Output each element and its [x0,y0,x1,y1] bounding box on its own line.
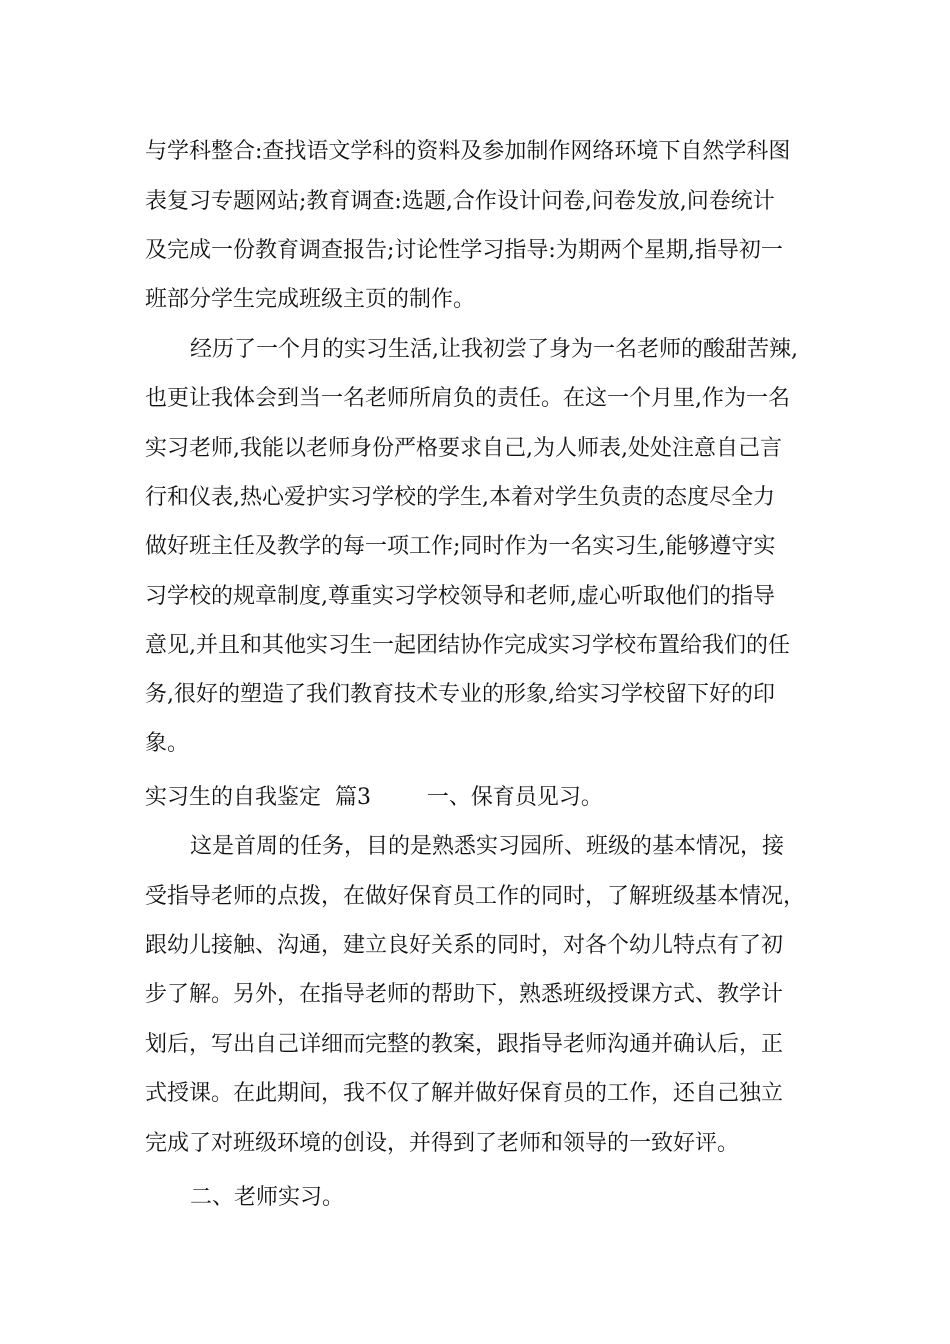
text-line: 受指导老师的点拨，在做好保育员工作的同时，了解班级基本情况， [145,884,806,909]
text-line: 行和仪表,热心爱护实习学校的学生,本着对学生负责的态度尽全力 [145,485,775,510]
text-line: 步了解。另外，在指导老师的帮助下，熟悉班级授课方式、教学计 [145,982,784,1007]
text-line: 意见,并且和其他实习生一起团结协作完成实习学校布置给我们的任 [145,633,790,658]
text-line: 象。 [145,731,190,756]
section-heading: 二、老师实习。 [190,1185,345,1210]
text-line: 也更让我体会到当一名老师所肩负的责任。在这一个月里,作为一名 [145,386,790,411]
text-line: 表复习专题网站;教育调查:选题,合作设计问卷,问卷发放,问卷统计 [145,189,775,214]
text-line: 与学科整合:查找语文学科的资料及参加制作网络环境下自然学科图 [145,139,791,164]
text-line: 及完成一份教育调查报告;讨论性学习指导:为期两个星期,指导初一 [145,238,783,263]
text-line: 务,很好的塑造了我们教育技术专业的形象,给实习学校留下好的印 [145,682,775,707]
text-line: 做好班主任及教学的每一项工作;同时作为一名实习生,能够遵守实 [145,534,776,559]
text-line: 班部分学生完成班级主页的制作。 [145,287,476,312]
text-line: 划后，写出自己详细而完整的教案，跟指导老师沟通并确认后，正 [145,1032,784,1057]
text-line: 习学校的规章制度,尊重实习学校领导和老师,虚心听取他们的指导 [145,584,775,609]
text-line: 这是首周的任务，目的是熟悉实习园所、班级的基本情况，接 [190,834,785,859]
text-line: 经历了一个月的实习生活,让我初尝了身为一名老师的酸甜苦辣, [190,337,798,362]
text-line: 完成了对班级环境的创设，并得到了老师和领导的一致好评。 [145,1131,740,1156]
text-line: 跟幼儿接触、沟通，建立良好关系的同时，对各个幼儿特点有了初 [145,933,784,958]
section-heading: 实习生的自我鉴定 篇3 一、保育员见习。 [145,785,603,810]
text-line: 式授课。在此期间，我不仅了解并做好保育员的工作，还自己独立 [145,1081,784,1106]
text-line: 实习老师,我能以老师身份严格要求自己,为人师表,处处注意自己言 [145,436,782,461]
